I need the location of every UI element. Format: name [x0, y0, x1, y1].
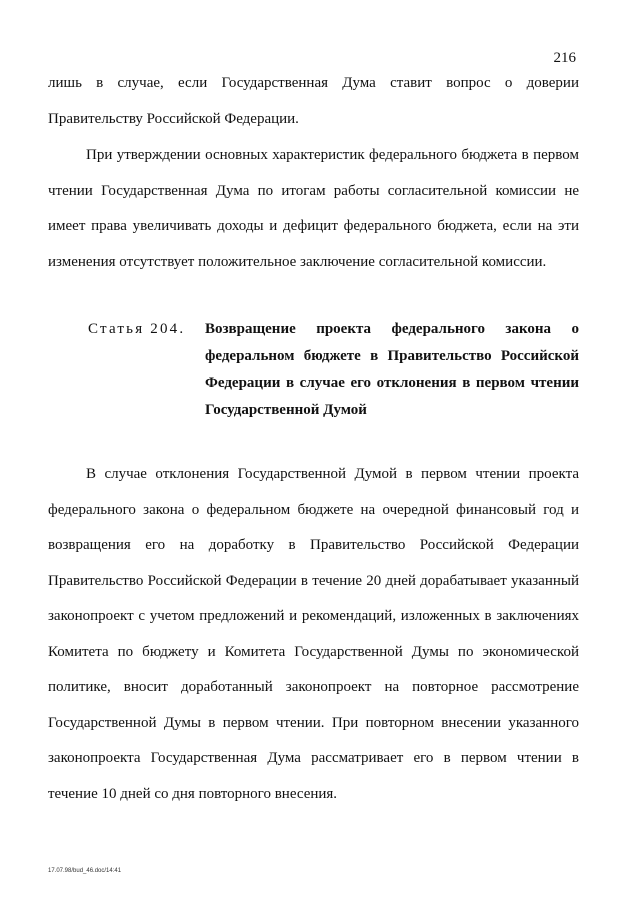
article-number: Статья 204. [88, 321, 186, 337]
footer-file-stamp: 17.07.98/bud_46.doc/14:41 [48, 868, 122, 874]
paragraph-budget-characteristics: При утверждении основных характеристик федерального бюджета в первом чтении Государственная Дума по итогам работы согласительной комиссии не имеет права увеличивать доходы и дефицит федерального бюджета, если на эти изменения отсутствует положительное заключение согласительной комиссии. [48, 147, 579, 270]
page-number: 216 [553, 50, 576, 66]
paragraph-continuation: лишь в случае, если Государственная Дума ставит вопрос о доверии Правительству Российской Федерации. [48, 75, 579, 127]
article-title: Возвращение проекта федерального закона о федеральном бюджете в Правительство Российской Федерации в случае его отклонения в первом чтении Государственной Думой [205, 321, 579, 418]
paragraph-rejection-procedure: В случае отклонения Государственной Думой в первом чтении проекта федерального закона о федеральном бюджете на очередной финансовый год и возвращения его на доработку в Правительство Российской Федерации Правительство Российской Федерации в течение 20 дней дорабатывает указанный законопроект с учетом предложений и рекомендаций, изложенных в заключениях Комитета по бюджету и Комитета Государственной Думы по экономической политике, вносит доработанный законопроект на повторное рассмотрение Государственной Думы в первом чтении. При повторном внесении указанного законопроекта Государственная Дума рассматривает его в первом чтении в течение 10 дней со дня повторного внесения. [48, 466, 579, 802]
